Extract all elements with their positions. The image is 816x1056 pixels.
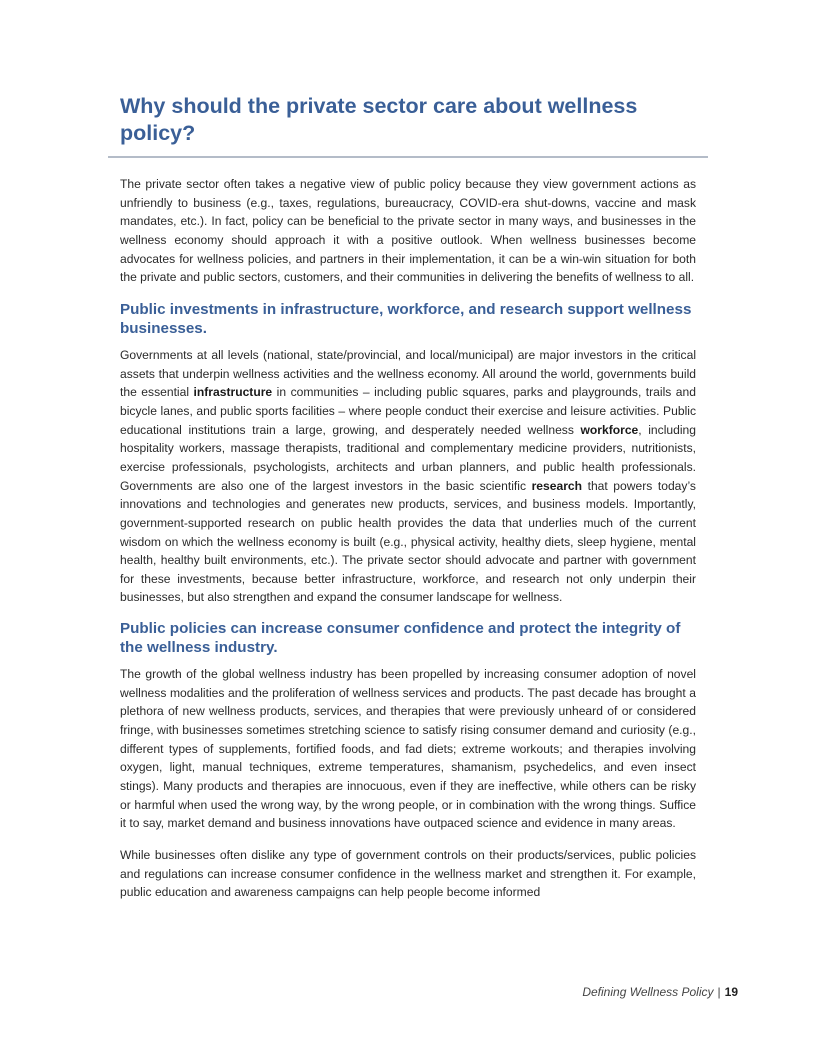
footer-separator: | [717,985,721,999]
page-number: 19 [724,985,738,999]
intro-paragraph: The private sector often takes a negative view of public policy because they view government actions as unfriendly to business (e.g., taxes, regulations, bureaucracy, COVID-era shut-downs, vaccine and mask mandates, etc.). In fact, policy can be beneficial to the private sector in many ways, and businesses in the wellness economy should approach it with a positive outlook. When wellness businesses become advocates for wellness policies, and partners in their implementation, it can be a win-win situation for both the private and public sectors, customers, and their communities in delivering the benefits of wellness to all. [120,177,696,285]
section-heading-consumer-confidence: Public policies can increase consumer confidence and protect the integrity of the wellness industry. [120,620,681,657]
keyword-workforce: workforce [580,422,639,437]
investments-text-2: in communities – including public squares, parks and playgrounds, trails and bicycle lanes, and public sports facilities – where people conduct their exercise and leisure activities. Public educational institutions train a large, growing, and desperately needed wellness [120,385,696,437]
page-footer [582,985,738,999]
consumer-confidence-paragraph-2: While businesses often dislike any type of government controls on their products/services, public policies and regulations can increase consumer confidence in the wellness market and strengthen it. For example, public education and awareness campaigns can help people become informed [120,848,696,900]
investments-paragraph [120,346,696,607]
consumer-confidence-paragraph-1: The growth of the global wellness industry has been propelled by increasing consumer adoption of novel wellness modalities and the proliferation of wellness services and products. The past decade has brought a plethora of new wellness products, services, and therapies that were previously unheard of or considered fringe, with businesses sometimes stretching science to satisfy rising consumer demand and curiosity (e.g., different types of supplements, fortified foods, and fad diets; extreme workouts; and therapies involving oxygen, light, manual techniques, extreme temperatures, shamanism, psychedelics, and even insect stings). Many products and therapies are innocuous, even if they are ineffective, while others can be risky or harmful when used the wrong way, by the wrong people, or in combination with the wrong things. Suffice it to say, market demand and business innovations have outpaced science and evidence in many areas. [120,667,696,831]
title-divider [108,156,708,158]
keyword-research: research [531,478,583,493]
investments-text-1: Governments at all levels (national, state/provincial, and local/municipal) are major investors in the critical assets that underpin wellness activities and the wellness economy. All around the world, governments build the essential [120,347,696,400]
footer-document-title: Defining Wellness Policy [582,985,714,999]
main-content [120,175,696,902]
investments-text-4: that powers today’s innovations and technologies and generates new products, services, and business models. Importantly, government-supported research on public health provides the data that underlies much of the current wisdom on which the wellness economy is built (e.g., physical activity, healthy diets, sleep hygiene, mental health, healthy built environments, etc.). The private sector should advocate and partner with government for these investments, because better infrastructure, workforce, and research not only underpin their businesses, but also strengthen and expand the consumer landscape for wellness. [120,478,696,605]
page-title: Why should the private sector care about wellness policy? [120,94,638,145]
investments-text-3: , including hospitality workers, massage therapists, traditional and complementary medicine providers, nutritionists, exercise professionals, psychologists, architects and urban planners, and public health professionals. Governments are also one of the largest investors in the basic scientific [120,422,696,493]
keyword-infrastructure: infrastructure [193,385,273,400]
section-heading-investments: Public investments in infrastructure, workforce, and research support wellness businesses. [120,300,692,337]
